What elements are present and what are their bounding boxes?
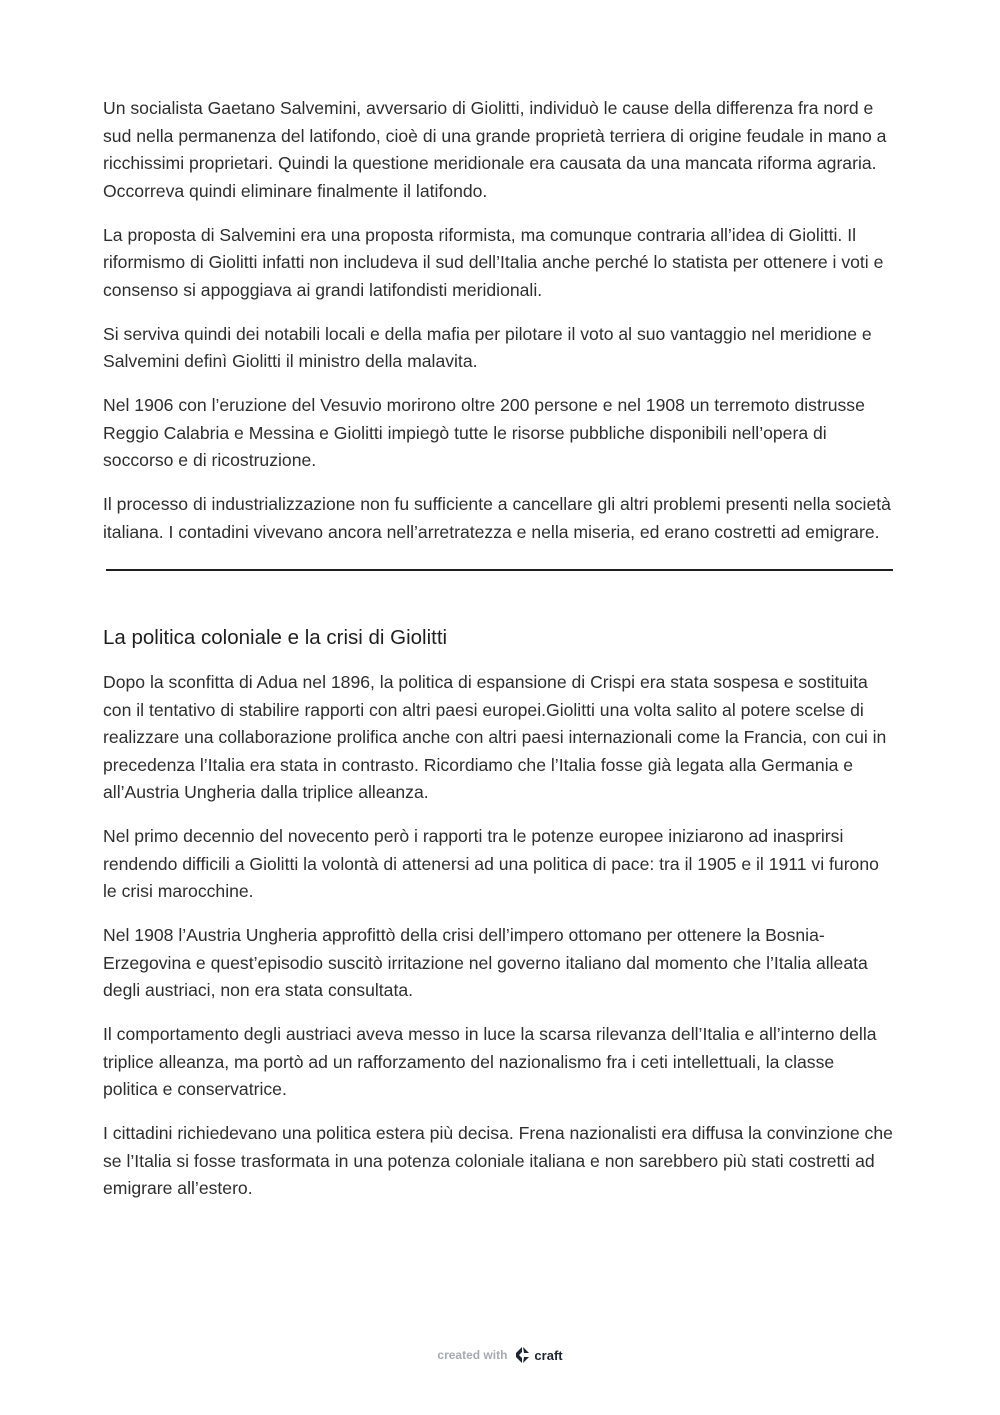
footer-badge[interactable] (0, 1343, 1000, 1367)
created-with-label: created with (437, 1348, 508, 1362)
paragraph: Dopo la sconfitta di Adua nel 1896, la politica di espansione di Crispi era stata sospesa e sostituita con il tentativo di stabilire rapporti con altri paesi europei.Giolitti una volta salito al potere scelse di realizzare una collaborazione prolifica anche con altri paesi internazionali come la Francia, con cui in precedenza l’Italia era stata in contrasto. Ricordiamo che l’Italia fosse già legata alla Germania e all’Austria Ungheria dalla triplice alleanza. (103, 672, 887, 802)
paragraph: Nel 1908 l’Austria Ungheria approfittò della crisi dell’impero ottomano per ottenere la Bosnia-Erzegovina e quest’episodio suscitò irritazione nel governo italiano dal momento che l’Italia alleata degli austriaci, non era stata consultata. (103, 925, 868, 1000)
paragraph: Si serviva quindi dei notabili locali e della mafia per pilotare il voto al suo vantaggio nel meridione e Salvemini definì Giolitti il ministro della malavita. (103, 323, 872, 371)
paragraph: La proposta di Salvemini era una proposta riformista, ma comunque contraria all’idea di Giolitti. Il riformismo di Giolitti infatti non includeva il sud dell’Italia anche perché lo statista per ottenere i voti e consenso si appoggiava ai grandi latifondisti meridionali. (103, 224, 884, 300)
document-body (103, 95, 893, 1219)
paragraph: Un socialista Gaetano Salvemini, avversario di Giolitti, individuò le cause della differenza fra nord e sud nella permanenza del latifondo, cioè di una grande proprietà terriera di origine feudale in mano a ricchissimi proprietari. Quindi la questione meridionale era causata da una mancata riforma agraria. Occorreva quindi eliminare finalmente il latifondo. (103, 98, 887, 201)
craft-wordmark: craft (534, 1347, 563, 1363)
paragraph: Il comportamento degli austriaci aveva messo in luce la scarsa rilevanza dell’Italia e all’interno della triplice alleanza, ma portò ad un rafforzamento del nazionalismo fra i ceti intellettuali, la classe politica e conservatrice. (103, 1024, 877, 1099)
craft-logo-icon (513, 1346, 531, 1364)
paragraph: Nel primo decennio del novecento però i rapporti tra le potenze europee iniziarono ad inasprirsi rendendo difficili a Giolitti la volontà di attenersi ad una politica di pace: tra il 1905 e il 1911 vi furono le crisi marocchine. (103, 826, 879, 901)
craft-logo (513, 1346, 562, 1364)
paragraph: Il processo di industrializzazione non fu sufficiente a cancellare gli altri problemi presenti nella società italiana. I contadini vivevano ancora nell’arretratezza e nella miseria, ed erano costretti ad emigrare. (103, 494, 891, 542)
section-heading: La politica coloniale e la crisi di Giolitti (103, 626, 448, 649)
section-divider (106, 569, 893, 571)
paragraph: I cittadini richiedevano una politica estera più decisa. Frena nazionalisti era diffusa la convinzione che se l’Italia si fosse trasformata in una potenza coloniale italiana e non sarebbero più stati costretti ad emigrare all’estero. (103, 1123, 893, 1198)
paragraph: Nel 1906 con l’eruzione del Vesuvio morirono oltre 200 persone e nel 1908 un terremoto distrusse Reggio Calabria e Messina e Giolitti impiegò tutte le risorse pubbliche disponibili nell’opera di soccorso e di ricostruzione. (103, 395, 865, 470)
